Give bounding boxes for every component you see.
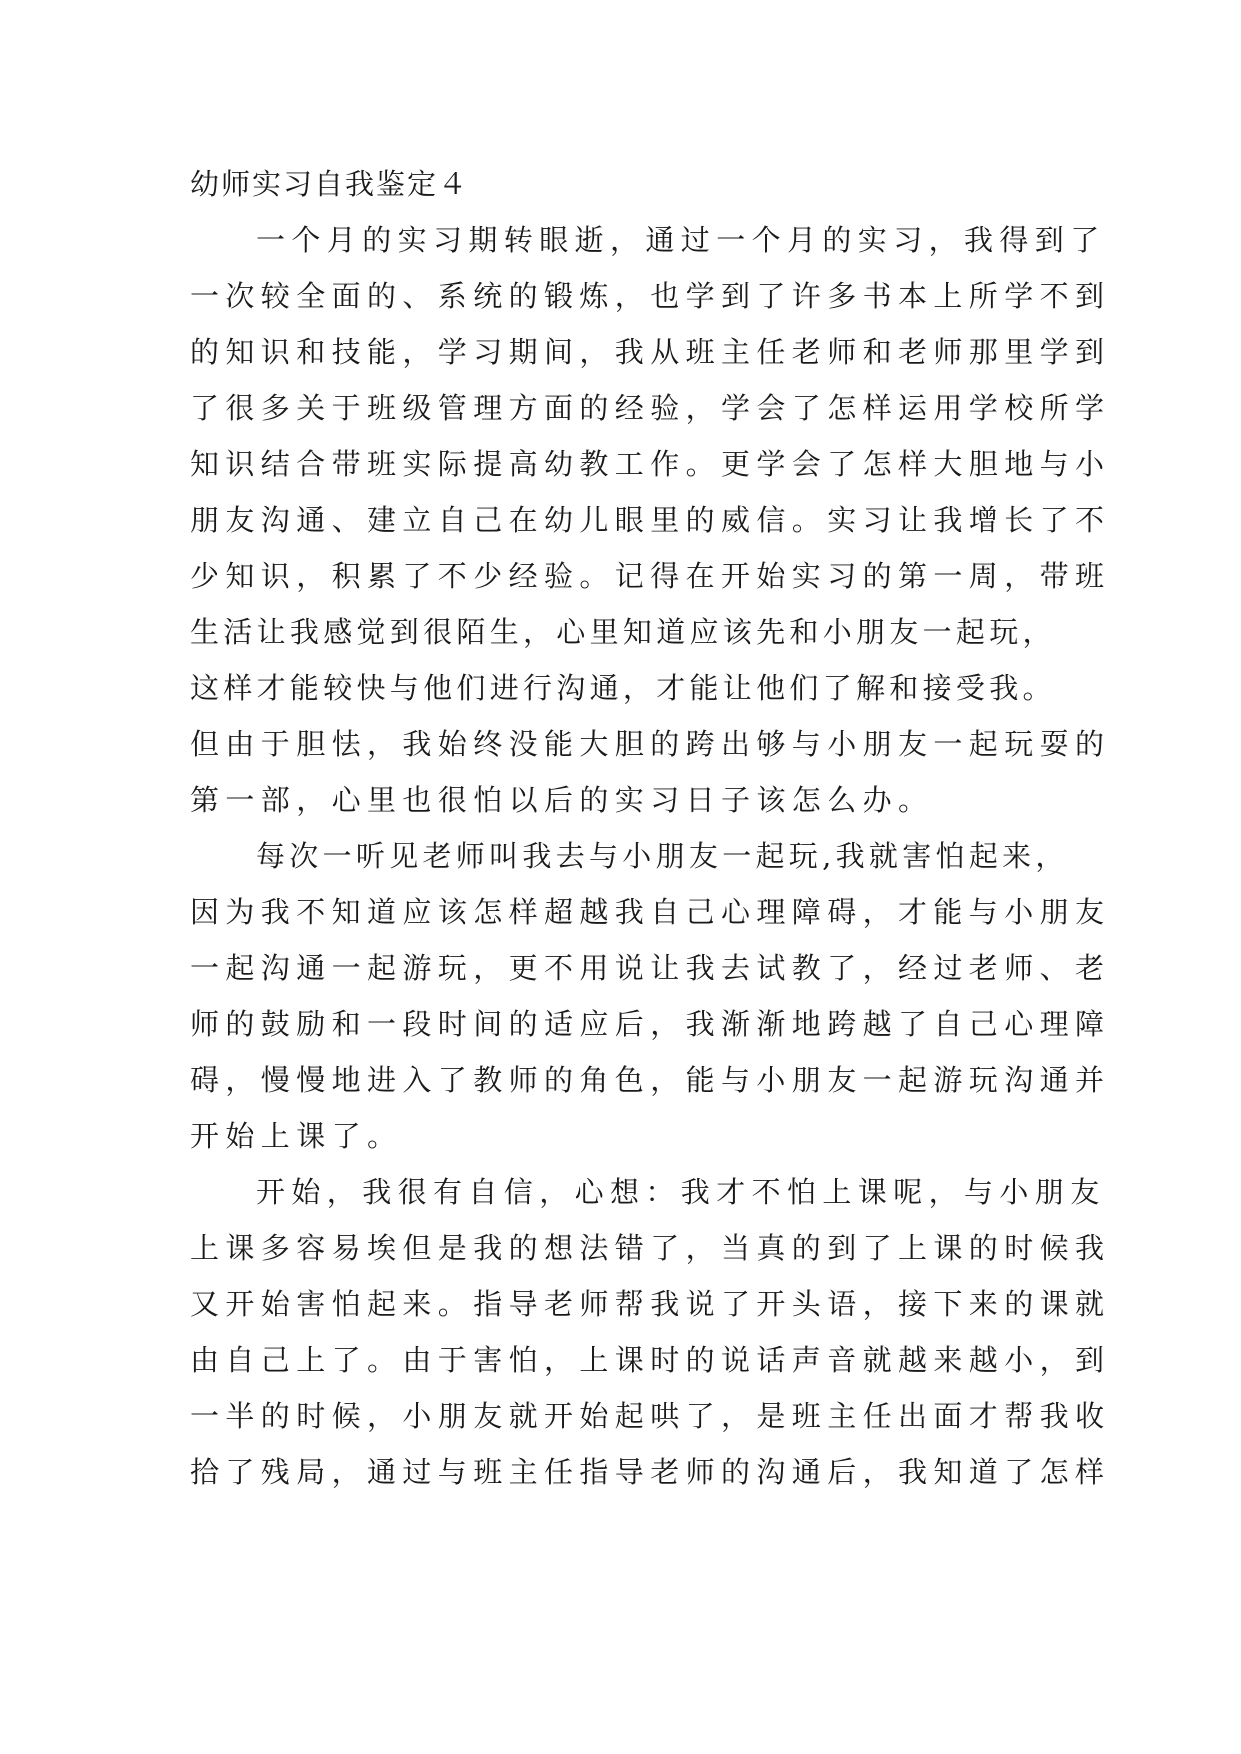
paragraph-line: 一个月的实习期转眼逝，通过一个月的实习，我得到了 [256,223,1106,257]
paragraph-line: 一半的时候，小朋友就开始起哄了，是班主任出面才帮我收 [190,1399,1111,1433]
paragraph-line: 少知识，积累了不少经验。记得在开始实习的第一周，带班 [190,559,1111,593]
document-title: 幼师实习自我鉴定４ [190,167,470,201]
paragraph-line: 由自己上了。由于害怕，上课时的说话声音就越来越小，到 [190,1343,1111,1377]
paragraph-line: 拾了残局，通过与班主任指导老师的沟通后，我知道了怎样 [190,1455,1111,1489]
paragraph-line: 了很多关于班级管理方面的经验，学会了怎样运用学校所学 [190,391,1111,425]
paragraph-line: 生活让我感觉到很陌生，心里知道应该先和小朋友一起玩， [190,615,1056,649]
paragraph-line: 碍，慢慢地进入了教师的角色，能与小朋友一起游玩沟通并 [190,1063,1111,1097]
paragraph-line: 每次一听见老师叫我去与小朋友一起玩,我就害怕起来， [256,839,1069,873]
paragraph-line: 开始上课了。 [190,1119,403,1153]
paragraph-line: 的知识和技能，学习期间，我从班主任老师和老师那里学到 [190,335,1111,369]
paragraph-line: 但由于胆怯，我始终没能大胆的跨出够与小朋友一起玩耍的 [190,727,1111,761]
paragraph-line: 师的鼓励和一段时间的适应后，我渐渐地跨越了自己心理障 [190,1007,1111,1041]
paragraph-line: 一次较全面的、系统的锻炼，也学到了许多书本上所学不到 [190,279,1111,313]
paragraph-line: 这样才能较快与他们进行沟通，才能让他们了解和接受我。 [190,671,1056,705]
paragraph-line: 一起沟通一起游玩，更不用说让我去试教了，经过老师、老 [190,951,1111,985]
paragraph-line: 开始，我很有自信，心想：我才不怕上课呢，与小朋友 [256,1175,1106,1209]
paragraph-line: 又开始害怕起来。指导老师帮我说了开头语，接下来的课就 [190,1287,1111,1321]
paragraph-line: 第一部，心里也很怕以后的实习日子该怎么办。 [190,783,934,817]
paragraph-line: 朋友沟通、建立自己在幼儿眼里的威信。实习让我增长了不 [190,503,1111,537]
paragraph-line: 知识结合带班实际提高幼教工作。更学会了怎样大胆地与小 [190,447,1111,481]
paragraph-line: 上课多容易埃但是我的想法错了，当真的到了上课的时候我 [190,1231,1111,1265]
paragraph-line: 因为我不知道应该怎样超越我自己心理障碍，才能与小朋友 [190,895,1111,929]
